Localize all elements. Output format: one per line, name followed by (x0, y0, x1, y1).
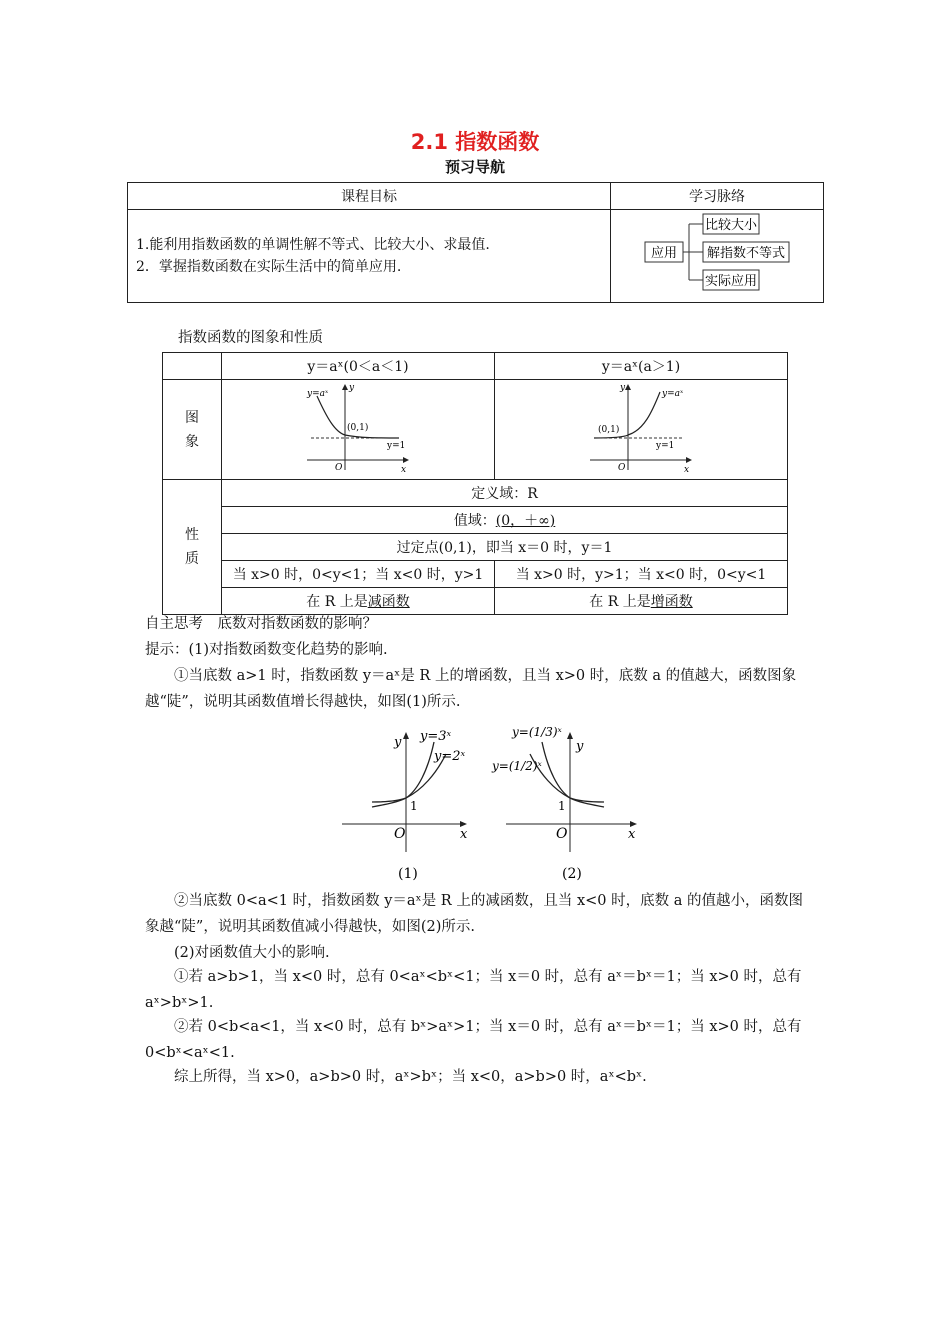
prop-domain: 定义域：R (222, 480, 788, 507)
page-subtitle: 预习导航 (444, 158, 505, 176)
graph-decreasing-svg (303, 382, 413, 474)
figure-label-2: (2) (562, 866, 582, 882)
svg-text:O: O (335, 462, 343, 473)
properties-table (162, 352, 788, 615)
graph-decreasing (222, 380, 495, 480)
prop-sign-increasing: 当 x>0 时，y>1；当 x<0 时，0<y<1 (495, 561, 788, 588)
graph-increasing (495, 380, 788, 480)
goals-header-left: 课程目标 (128, 183, 611, 210)
svg-text:(0,1): (0,1) (347, 422, 369, 433)
svg-text:y: y (576, 739, 584, 754)
row-label-props: 性质 (163, 480, 222, 615)
svg-text:1: 1 (558, 799, 566, 813)
goal-item: 2．掌握指数函数在实际生活中的简单应用. (136, 259, 402, 275)
prop-range: 值域：(0，＋∞) (222, 507, 788, 534)
think-paragraph-1: ①当底数 a>1 时，指数函数 y＝aˣ是 R 上的增函数，且当 x>0 时，底数 a 的值越大，函数图象越“陡”，说明其函数值增长得越快，如图(1)所示. (145, 668, 797, 710)
row-label-graph: 图象 (163, 380, 222, 480)
learning-map (611, 210, 824, 303)
svg-text:O: O (618, 462, 626, 473)
svg-text:1: 1 (410, 799, 418, 813)
svg-text:x: x (684, 464, 690, 474)
goals-list (128, 210, 611, 303)
svg-text:O: O (394, 826, 406, 842)
col-head-decreasing: y＝aˣ(0＜a＜1) (222, 353, 495, 380)
section-heading: 指数函数的图象和性质 (178, 330, 323, 346)
svg-text:(0,1): (0,1) (598, 424, 620, 435)
svg-text:x: x (401, 464, 407, 474)
think-conclusion: 综上所得，当 x>0，a>b>0 时，aˣ>bˣ；当 x<0，a>b>0 时，aˣ<bˣ. (174, 1069, 647, 1085)
prop-mono-decreasing: 在 R 上是减函数 (222, 588, 495, 615)
svg-text:O: O (556, 826, 568, 842)
svg-text:y=1: y=1 (387, 440, 406, 451)
map-root-label: 应用 (650, 246, 678, 261)
think-hint-1: 提示：(1)对指数函数变化趋势的影响. (145, 642, 388, 658)
svg-text:x: x (628, 827, 636, 842)
curve-label-3x: y=3ˣ (420, 729, 452, 744)
svg-text:x: x (460, 827, 468, 842)
goals-header-right: 学习脉络 (611, 183, 824, 210)
svg-text:y: y (349, 382, 355, 393)
svg-text:y: y (394, 735, 402, 750)
svg-text:y=1: y=1 (656, 440, 675, 451)
prop-mono-increasing: 在 R 上是增函数 (495, 588, 788, 615)
curve-label: y=aˣ (662, 388, 684, 399)
map-item: 解指数不等式 (706, 246, 786, 261)
graph-increasing-svg (586, 382, 696, 474)
think-paragraph-2: ②当底数 0<a<1 时，指数函数 y＝aˣ是 R 上的减函数，且当 x<0 时，底数 a 的值越小，函数图象越“陡”，说明其函数值减小得越快，如图(2)所示. (145, 893, 803, 935)
map-item: 实际应用 (704, 274, 758, 289)
col-head-increasing: y＝aˣ(a＞1) (495, 353, 788, 380)
prop-fixed-point: 过定点(0,1)，即当 x＝0 时，y＝1 (222, 534, 788, 561)
think-question: 自主思考 底数对指数函数的影响？ (145, 616, 377, 632)
curve-label: y=aˣ (307, 388, 329, 399)
think-paragraph-4: ②若 0<b<a<1，当 x<0 时，总有 bˣ>aˣ>1；当 x＝0 时，总有 aˣ＝bˣ＝1；当 x>0 时，总有 0<bˣ<aˣ<1. (145, 1019, 802, 1061)
think-hint-2: (2)对函数值大小的影响. (174, 945, 330, 961)
learning-map-diagram (611, 210, 823, 298)
prop-sign-decreasing: 当 x>0 时，0<y<1；当 x<0 时，y>1 (222, 561, 495, 588)
goal-item: 1.能利用指数函数的单调性解不等式、比较大小、求最值. (136, 237, 490, 253)
curve-label-2x: y=2ˣ (434, 749, 466, 764)
curve-label-half: y=(1/2)ˣ (492, 759, 542, 773)
figure-label-1: (1) (398, 866, 418, 882)
base-comparison-figure (336, 712, 646, 888)
page-title: 2.1 指数函数 (410, 130, 540, 154)
think-paragraph-3: ①若 a>b>1，当 x<0 时，总有 0<aˣ<bˣ<1；当 x＝0 时，总有 aˣ＝bˣ＝1；当 x>0 时，总有 aˣ>bˣ>1. (145, 969, 802, 1011)
svg-text:y: y (620, 382, 626, 393)
map-item: 比较大小 (704, 218, 758, 233)
goals-table (127, 182, 824, 303)
curve-label-third: y=(1/3)ˣ (512, 725, 562, 739)
